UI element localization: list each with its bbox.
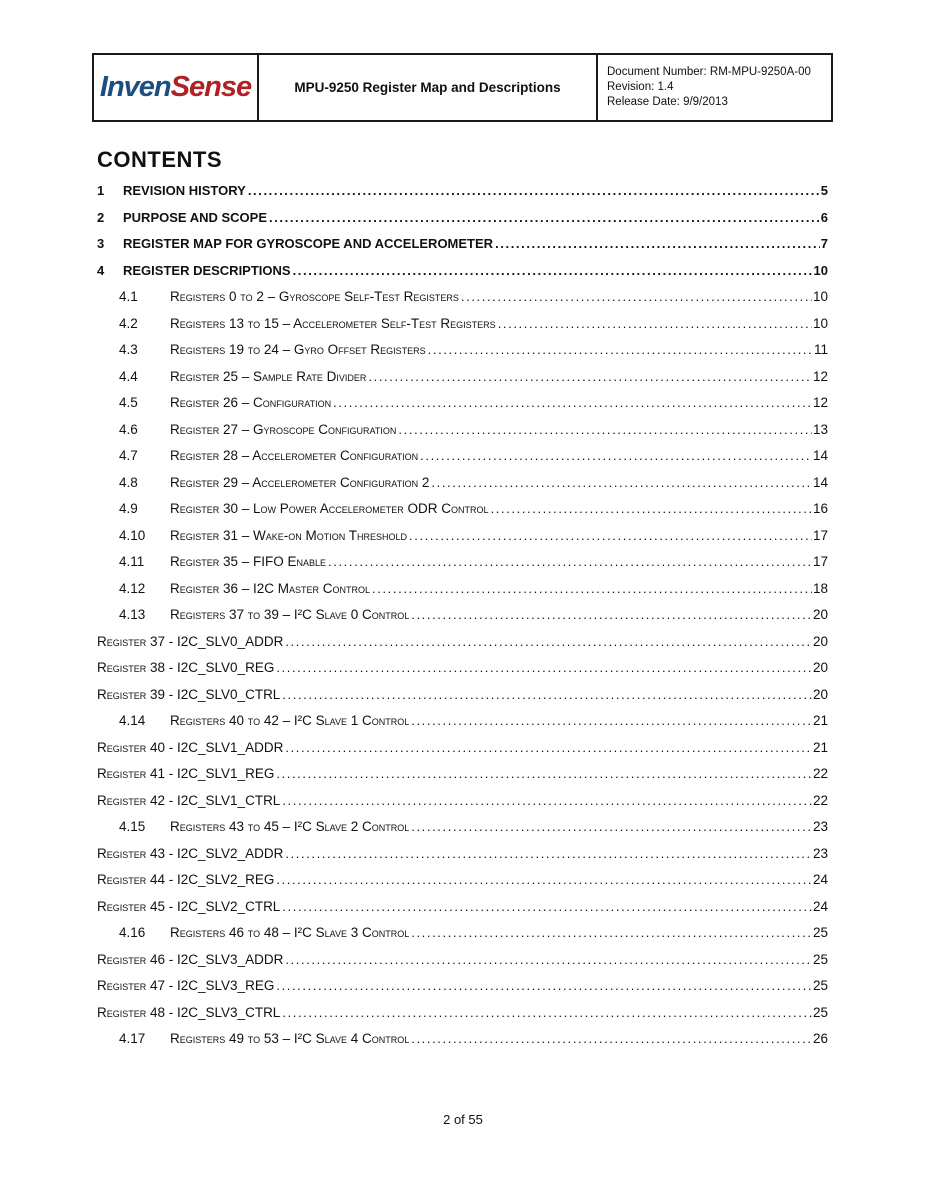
toc-entry[interactable] (97, 682, 828, 709)
toc-entry-page: 17 (812, 527, 828, 543)
toc-leader-dots (282, 682, 812, 709)
toc-entry[interactable] (97, 337, 828, 364)
toc-entry[interactable] (97, 788, 828, 815)
toc-entry-label: REGISTER DESCRIPTIONS (123, 262, 291, 278)
toc-entry[interactable] (97, 947, 828, 974)
toc-entry-label: Register 35 – FIFO Enable (170, 554, 327, 569)
page-number-footer: 2 of 55 (443, 1112, 483, 1127)
toc-entry[interactable] (97, 708, 828, 735)
toc-entry-number: 4.12 (119, 580, 146, 596)
toc-entry-page: 14 (812, 448, 828, 463)
toc-entry-label: Register 38 - I2C_SLV0_REG (97, 660, 275, 675)
toc-list (97, 178, 828, 1053)
toc-entry-page: 22 (812, 792, 828, 808)
document-title: MPU-9250 Register Map and Descriptions (294, 80, 561, 95)
toc-leader-dots (411, 814, 812, 841)
logo-part-sense: Sense (170, 71, 252, 103)
toc-entry-label: Register 45 - I2C_SLV2_CTRL (97, 898, 281, 914)
toc-entry[interactable] (97, 549, 828, 576)
toc-entry-label: Register 37 - I2C_SLV0_ADDR (97, 633, 284, 649)
toc-leader-dots (282, 788, 812, 815)
toc-entry[interactable] (97, 417, 828, 444)
toc-leader-dots (285, 735, 812, 762)
toc-entry-page: 26 (812, 1031, 828, 1046)
toc-entry-page: 18 (812, 580, 828, 596)
toc-entry-label: Register 27 – Gyroscope Configuration (170, 421, 397, 437)
toc-entry-number: 4.14 (119, 713, 146, 728)
toc-entry[interactable] (97, 231, 828, 258)
toc-leader-dots (409, 523, 812, 550)
toc-entry-number: 4.7 (119, 448, 138, 463)
toc-entry-label: Register 36 – I2C Master Control (170, 580, 371, 596)
toc-entry[interactable] (97, 576, 828, 603)
toc-entry-page: 24 (812, 872, 828, 887)
toc-entry-number: 4.10 (119, 527, 146, 543)
toc-leader-dots (411, 1026, 812, 1053)
toc-entry-page: 14 (812, 474, 828, 490)
toc-entry-page: 20 (812, 686, 828, 702)
toc-leader-dots (461, 284, 812, 311)
toc-leader-dots (428, 337, 813, 364)
toc-leader-dots (293, 258, 813, 285)
toc-entry[interactable] (97, 178, 828, 205)
toc-entry-page: 20 (812, 607, 828, 622)
toc-leader-dots (498, 311, 812, 338)
toc-entry-label: REVISION HISTORY (123, 183, 246, 198)
toc-entry[interactable] (97, 894, 828, 921)
toc-entry-page: 21 (812, 713, 828, 728)
toc-entry[interactable] (97, 443, 828, 470)
toc-leader-dots (248, 178, 820, 205)
toc-entry-label: Registers 43 to 45 – I²C Slave 2 Control (170, 819, 410, 834)
toc-entry[interactable] (97, 311, 828, 338)
toc-entry-label: Register 26 – Configuration (170, 395, 332, 410)
toc-entry-page: 25 (812, 925, 828, 940)
toc-entry-number: 4.4 (119, 368, 138, 384)
toc-entry-number: 4.1 (119, 289, 138, 304)
toc-entry-label: Register 42 - I2C_SLV1_CTRL (97, 792, 281, 808)
toc-entry-number: 2 (97, 209, 105, 225)
toc-entry-page: 5 (820, 183, 828, 198)
toc-leader-dots (411, 708, 812, 735)
toc-entry-page: 22 (812, 766, 828, 781)
toc-leader-dots (368, 364, 812, 391)
toc-entry-label: Registers 0 to 2 – Gyroscope Self-Test Registers (170, 289, 459, 304)
toc-entry[interactable] (97, 735, 828, 762)
toc-entry[interactable] (97, 258, 828, 285)
toc-leader-dots (372, 576, 812, 603)
toc-leader-dots (282, 894, 812, 921)
toc-entry-page: 7 (820, 236, 828, 251)
document-number: Document Number: RM-MPU-9250A-00 (607, 66, 811, 78)
toc-entry-number: 4.17 (119, 1031, 146, 1046)
header-logo-cell (94, 55, 259, 120)
toc-entry-page: 11 (813, 342, 828, 357)
header-table (92, 53, 833, 122)
toc-entry-label: Registers 40 to 42 – I²C Slave 1 Control (170, 713, 410, 728)
toc-leader-dots (269, 205, 820, 232)
toc-entry-label: Register 48 - I2C_SLV3_CTRL (97, 1004, 281, 1020)
toc-leader-dots (285, 629, 812, 656)
toc-entry[interactable] (97, 602, 828, 629)
toc-entry-page: 16 (812, 501, 828, 516)
toc-entry-label: Registers 19 to 24 – Gyro Offset Registers (170, 342, 426, 357)
toc-entry-label: Register 47 - I2C_SLV3_REG (97, 978, 275, 993)
invensense-logo (100, 71, 251, 104)
toc-leader-dots (285, 841, 812, 868)
toc-entry[interactable] (97, 655, 828, 682)
toc-entry-page: 10 (812, 289, 828, 304)
toc-entry-number: 4.16 (119, 925, 146, 940)
toc-entry-number: 4.15 (119, 819, 146, 834)
toc-leader-dots (411, 920, 812, 947)
document-release-date: Release Date: 9/9/2013 (607, 96, 728, 108)
toc-entry-number: 3 (97, 236, 105, 251)
toc-entry-number: 4.3 (119, 342, 138, 357)
toc-entry-page: 6 (820, 209, 828, 225)
toc-entry-label: Registers 49 to 53 – I²C Slave 4 Control (170, 1031, 410, 1046)
toc-entry[interactable] (97, 496, 828, 523)
toc-entry-label: Register 44 - I2C_SLV2_REG (97, 872, 275, 887)
toc-entry[interactable] (97, 364, 828, 391)
toc-entry-label: Register 25 – Sample Rate Divider (170, 368, 367, 384)
toc-entry-label: PURPOSE AND SCOPE (123, 209, 267, 225)
toc-leader-dots (276, 655, 812, 682)
toc-entry-page: 23 (812, 819, 828, 834)
toc-entry-page: 12 (812, 395, 828, 410)
toc-leader-dots (333, 390, 812, 417)
toc-entry-label: Register 46 - I2C_SLV3_ADDR (97, 951, 284, 967)
toc-entry-number: 4.11 (119, 554, 145, 569)
toc-entry-page: 25 (812, 951, 828, 967)
toc-entry-page: 20 (812, 633, 828, 649)
toc-entry-label: Registers 13 to 15 – Accelerometer Self-Test Registers (170, 315, 496, 331)
toc-entry-number: 4.8 (119, 474, 138, 490)
toc-leader-dots (276, 973, 812, 1000)
toc-entry-page: 25 (812, 978, 828, 993)
toc-entry-label: REGISTER MAP FOR GYROSCOPE AND ACCELEROMETER (123, 236, 494, 251)
toc-leader-dots (411, 602, 812, 629)
toc-leader-dots (491, 496, 812, 523)
toc-entry[interactable] (97, 867, 828, 894)
toc-entry[interactable] (97, 1026, 828, 1053)
toc-entry-page: 21 (812, 739, 828, 755)
toc-leader-dots (282, 1000, 812, 1027)
toc-entry[interactable] (97, 629, 828, 656)
toc-entry-number: 1 (97, 183, 105, 198)
contents-heading: CONTENTS (97, 147, 222, 172)
toc-entry[interactable] (97, 761, 828, 788)
toc-leader-dots (276, 761, 812, 788)
toc-entry-number: 4.6 (119, 421, 138, 437)
toc-entry-label: Register 43 - I2C_SLV2_ADDR (97, 845, 284, 861)
toc-entry-page: 10 (812, 315, 828, 331)
header-title-cell (259, 55, 598, 120)
toc-entry-page: 23 (812, 845, 828, 861)
toc-entry-page: 25 (812, 1004, 828, 1020)
toc-entry-label: Register 41 - I2C_SLV1_REG (97, 766, 275, 781)
toc-entry-label: Register 28 – Accelerometer Configuration (170, 448, 419, 463)
toc-entry[interactable] (97, 390, 828, 417)
toc-leader-dots (276, 867, 812, 894)
toc-entry-label: Registers 46 to 48 – I²C Slave 3 Control (170, 925, 410, 940)
toc-entry-number: 4.2 (119, 315, 138, 331)
toc-leader-dots (398, 417, 812, 444)
toc-entry-page: 10 (813, 262, 828, 278)
toc-entry-label: Register 30 – Low Power Accelerometer ODR Control (170, 501, 489, 516)
toc-entry-label: Registers 37 to 39 – I²C Slave 0 Control (170, 607, 410, 622)
toc-entry-page: 24 (812, 898, 828, 914)
toc-entry-number: 4.5 (119, 395, 138, 410)
toc-entry-page: 12 (812, 368, 828, 384)
toc-entry[interactable] (97, 523, 828, 550)
toc-entry[interactable] (97, 841, 828, 868)
toc-entry-label: Register 29 – Accelerometer Configuration 2 (170, 474, 430, 490)
document-revision: Revision: 1.4 (607, 81, 674, 93)
toc-entry[interactable] (97, 1000, 828, 1027)
toc-entry-label: Register 31 – Wake-on Motion Threshold (170, 527, 408, 543)
toc-entry[interactable] (97, 920, 828, 947)
toc-entry[interactable] (97, 973, 828, 1000)
toc-entry-page: 13 (812, 421, 828, 437)
toc-entry[interactable] (97, 205, 828, 232)
toc-leader-dots (431, 470, 812, 497)
toc-entry[interactable] (97, 470, 828, 497)
toc-entry-label: Register 39 - I2C_SLV0_CTRL (97, 686, 281, 702)
toc-leader-dots (328, 549, 812, 576)
header-info-cell (598, 55, 831, 120)
toc-entry[interactable] (97, 284, 828, 311)
toc-entry-label: Register 40 - I2C_SLV1_ADDR (97, 739, 284, 755)
toc-leader-dots (495, 231, 820, 258)
toc-leader-dots (420, 443, 812, 470)
toc-entry-page: 20 (812, 660, 828, 675)
toc-entry-page: 17 (812, 554, 828, 569)
toc-leader-dots (285, 947, 812, 974)
toc-entry-number: 4.9 (119, 501, 138, 516)
toc-entry[interactable] (97, 814, 828, 841)
toc-entry-number: 4 (97, 262, 105, 278)
logo-part-inven: Inven (99, 71, 171, 103)
toc-entry-number: 4.13 (119, 607, 146, 622)
